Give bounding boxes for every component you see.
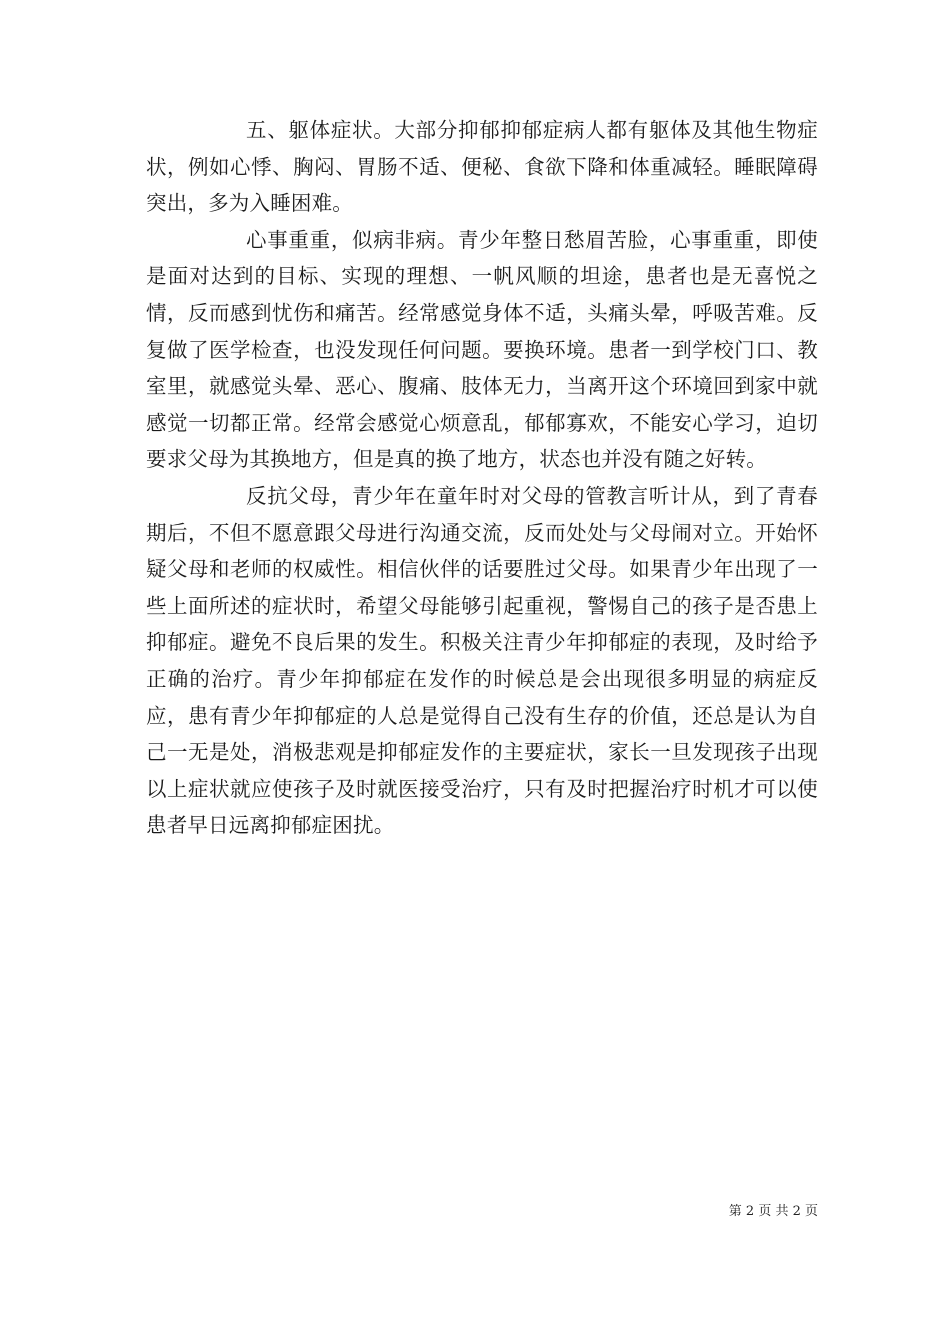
paragraph-somatic-symptoms: 五、躯体症状。大部分抑郁抑郁症病人都有躯体及其他生物症状，例如心悸、胸闷、胃肠不适、便秘、食欲下降和体重减轻。睡眠障碍突出，多为入睡困难。 bbox=[146, 118, 818, 216]
paragraph-worried: 心事重重，似病非病。青少年整日愁眉苦脸，心事重重，即使是面对达到的目标、实现的理想、一帆风顺的坦途，患者也是无喜悦之情，反而感到忧伤和痛苦。经常感觉身体不适，头痛头晕，呼吸苦难。反复做了医学检查，也没发现任何问题。要换环境。患者一到学校门口、教室里，就感觉头晕、恶心、腹痛、肢体无力，当离开这个环境回到家中就感觉一切都正常。经常会感觉心烦意乱，郁郁寡欢，不能安心学习，迫切要求父母为其换地方，但是真的换了地方，状态也并没有随之好转。 bbox=[146, 227, 818, 472]
document-body bbox=[146, 112, 818, 844]
page-number: 第 2 页 共 2 页 bbox=[728, 1204, 818, 1219]
paragraph-rebel-parents: 反抗父母，青少年在童年时对父母的管教言听计从，到了青春期后，不但不愿意跟父母进行沟通交流，反而处处与父母闹对立。开始怀疑父母和老师的权威性。相信伙伴的话要胜过父母。如果青少年出现了一些上面所述的症状时，希望父母能够引起重视，警惕自己的孩子是否患上抑郁症。避免不良后果的发生。积极关注青少年抑郁症的表现，及时给予正确的治疗。青少年抑郁症在发作的时候总是会出现很多明显的病症反应，患有青少年抑郁症的人总是觉得自己没有生存的价值，还总是认为自己一无是处，消极悲观是抑郁症发作的主要症状，家长一旦发现孩子出现以上症状就应使孩子及时就医接受治疗，只有及时把握治疗时机才可以使患者早日远离抑郁症困扰。 bbox=[146, 483, 818, 838]
